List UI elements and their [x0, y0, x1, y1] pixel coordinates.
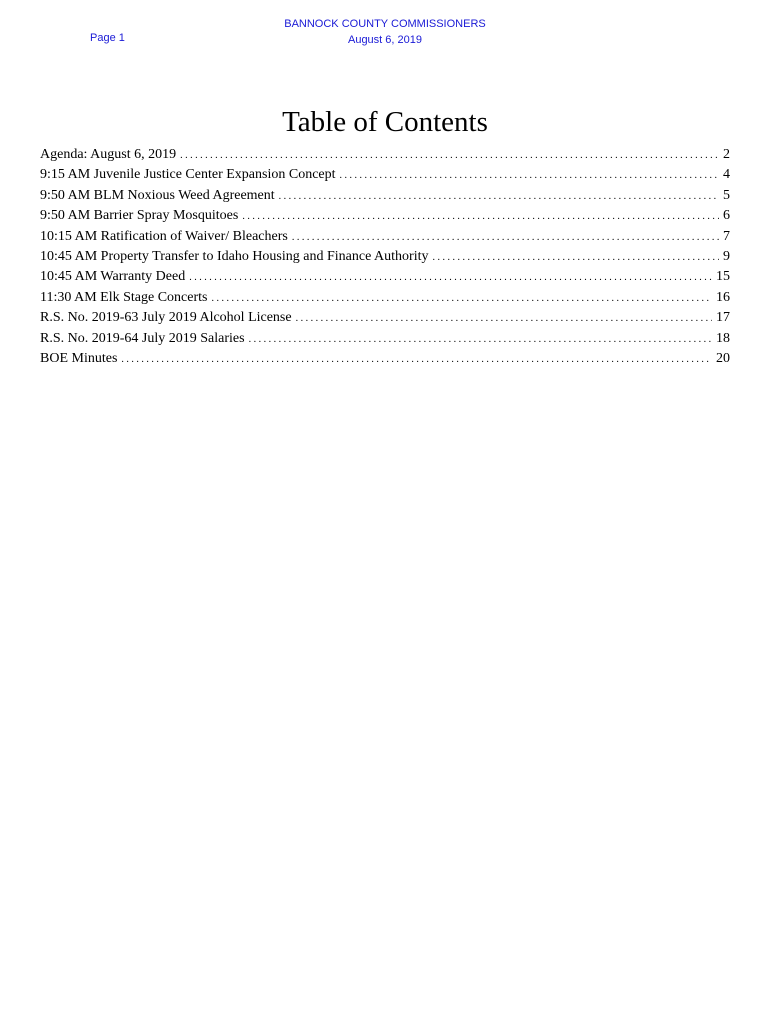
- toc-entry-title: Agenda: August 6, 2019: [40, 147, 177, 162]
- toc-leader-dots: [432, 248, 719, 268]
- toc-entry-page: 7: [723, 228, 730, 244]
- toc-leader-dots: [121, 350, 712, 370]
- page-number-label: Page 1: [90, 32, 125, 44]
- toc-entry[interactable]: [40, 288, 730, 308]
- toc-leader-dots: [180, 146, 719, 166]
- toc-entry[interactable]: [40, 329, 730, 349]
- toc-entry-page: 17: [716, 310, 730, 326]
- toc-entry[interactable]: [40, 186, 730, 206]
- toc-entry-page: 20: [716, 350, 730, 366]
- toc-leader-dots: [211, 289, 712, 309]
- toc-entry-title: 9:15 AM Juvenile Justice Center Expansion Concept: [40, 167, 336, 183]
- toc-entry-page: 9: [723, 248, 730, 264]
- toc-entry-title: 10:45 AM Warranty Deed: [40, 269, 186, 285]
- toc-entry[interactable]: [40, 247, 730, 267]
- toc-entry[interactable]: [40, 267, 730, 287]
- toc-entry-page: 18: [716, 330, 730, 346]
- toc-entry-page: 6: [723, 208, 730, 224]
- toc-entry-title: 10:15 AM Ratification of Waiver/ Bleachers: [40, 228, 288, 244]
- organization-name: BANNOCK COUNTY COMMISSIONERS: [284, 18, 486, 30]
- toc-list: [40, 145, 730, 369]
- toc-entry[interactable]: [40, 308, 730, 328]
- toc-leader-dots: [189, 268, 712, 288]
- toc-entry-page: 15: [716, 269, 730, 285]
- toc-leader-dots: [296, 309, 712, 329]
- toc-leader-dots: [279, 187, 719, 207]
- toc-entry-title: R.S. No. 2019-64 July 2019 Salaries: [40, 330, 245, 346]
- toc-entry-page: 16: [716, 289, 730, 305]
- toc-entry[interactable]: [40, 206, 730, 226]
- toc-entry[interactable]: [40, 349, 730, 369]
- meeting-date: August 6, 2019: [347, 34, 422, 46]
- toc-entry-page: 5: [723, 187, 730, 203]
- toc-entry[interactable]: [40, 165, 730, 185]
- toc-leader-dots: [292, 228, 719, 248]
- toc-entry-title: 10:45 AM Property Transfer to Idaho Housing and Finance Authority: [40, 248, 429, 264]
- toc-leader-dots: [340, 166, 719, 186]
- document-header: [0, 16, 770, 48]
- toc-leader-dots: [242, 207, 719, 227]
- toc-entry[interactable]: [40, 227, 730, 247]
- toc-entry-page: 4: [723, 167, 730, 183]
- toc-entry-title: 9:50 AM BLM Noxious Weed Agreement: [40, 187, 275, 203]
- toc-leader-dots: [249, 330, 712, 350]
- toc-entry[interactable]: [40, 145, 730, 165]
- toc-entry-title: BOE Minutes: [40, 350, 118, 366]
- toc-entry-title: 9:50 AM Barrier Spray Mosquitoes: [40, 208, 239, 224]
- toc-title: Table of Contents: [282, 106, 488, 138]
- toc-entry-page: 2: [723, 147, 730, 162]
- toc-entry-title: R.S. No. 2019-63 July 2019 Alcohol License: [40, 310, 292, 326]
- toc-entry-title: 11:30 AM Elk Stage Concerts: [40, 289, 208, 305]
